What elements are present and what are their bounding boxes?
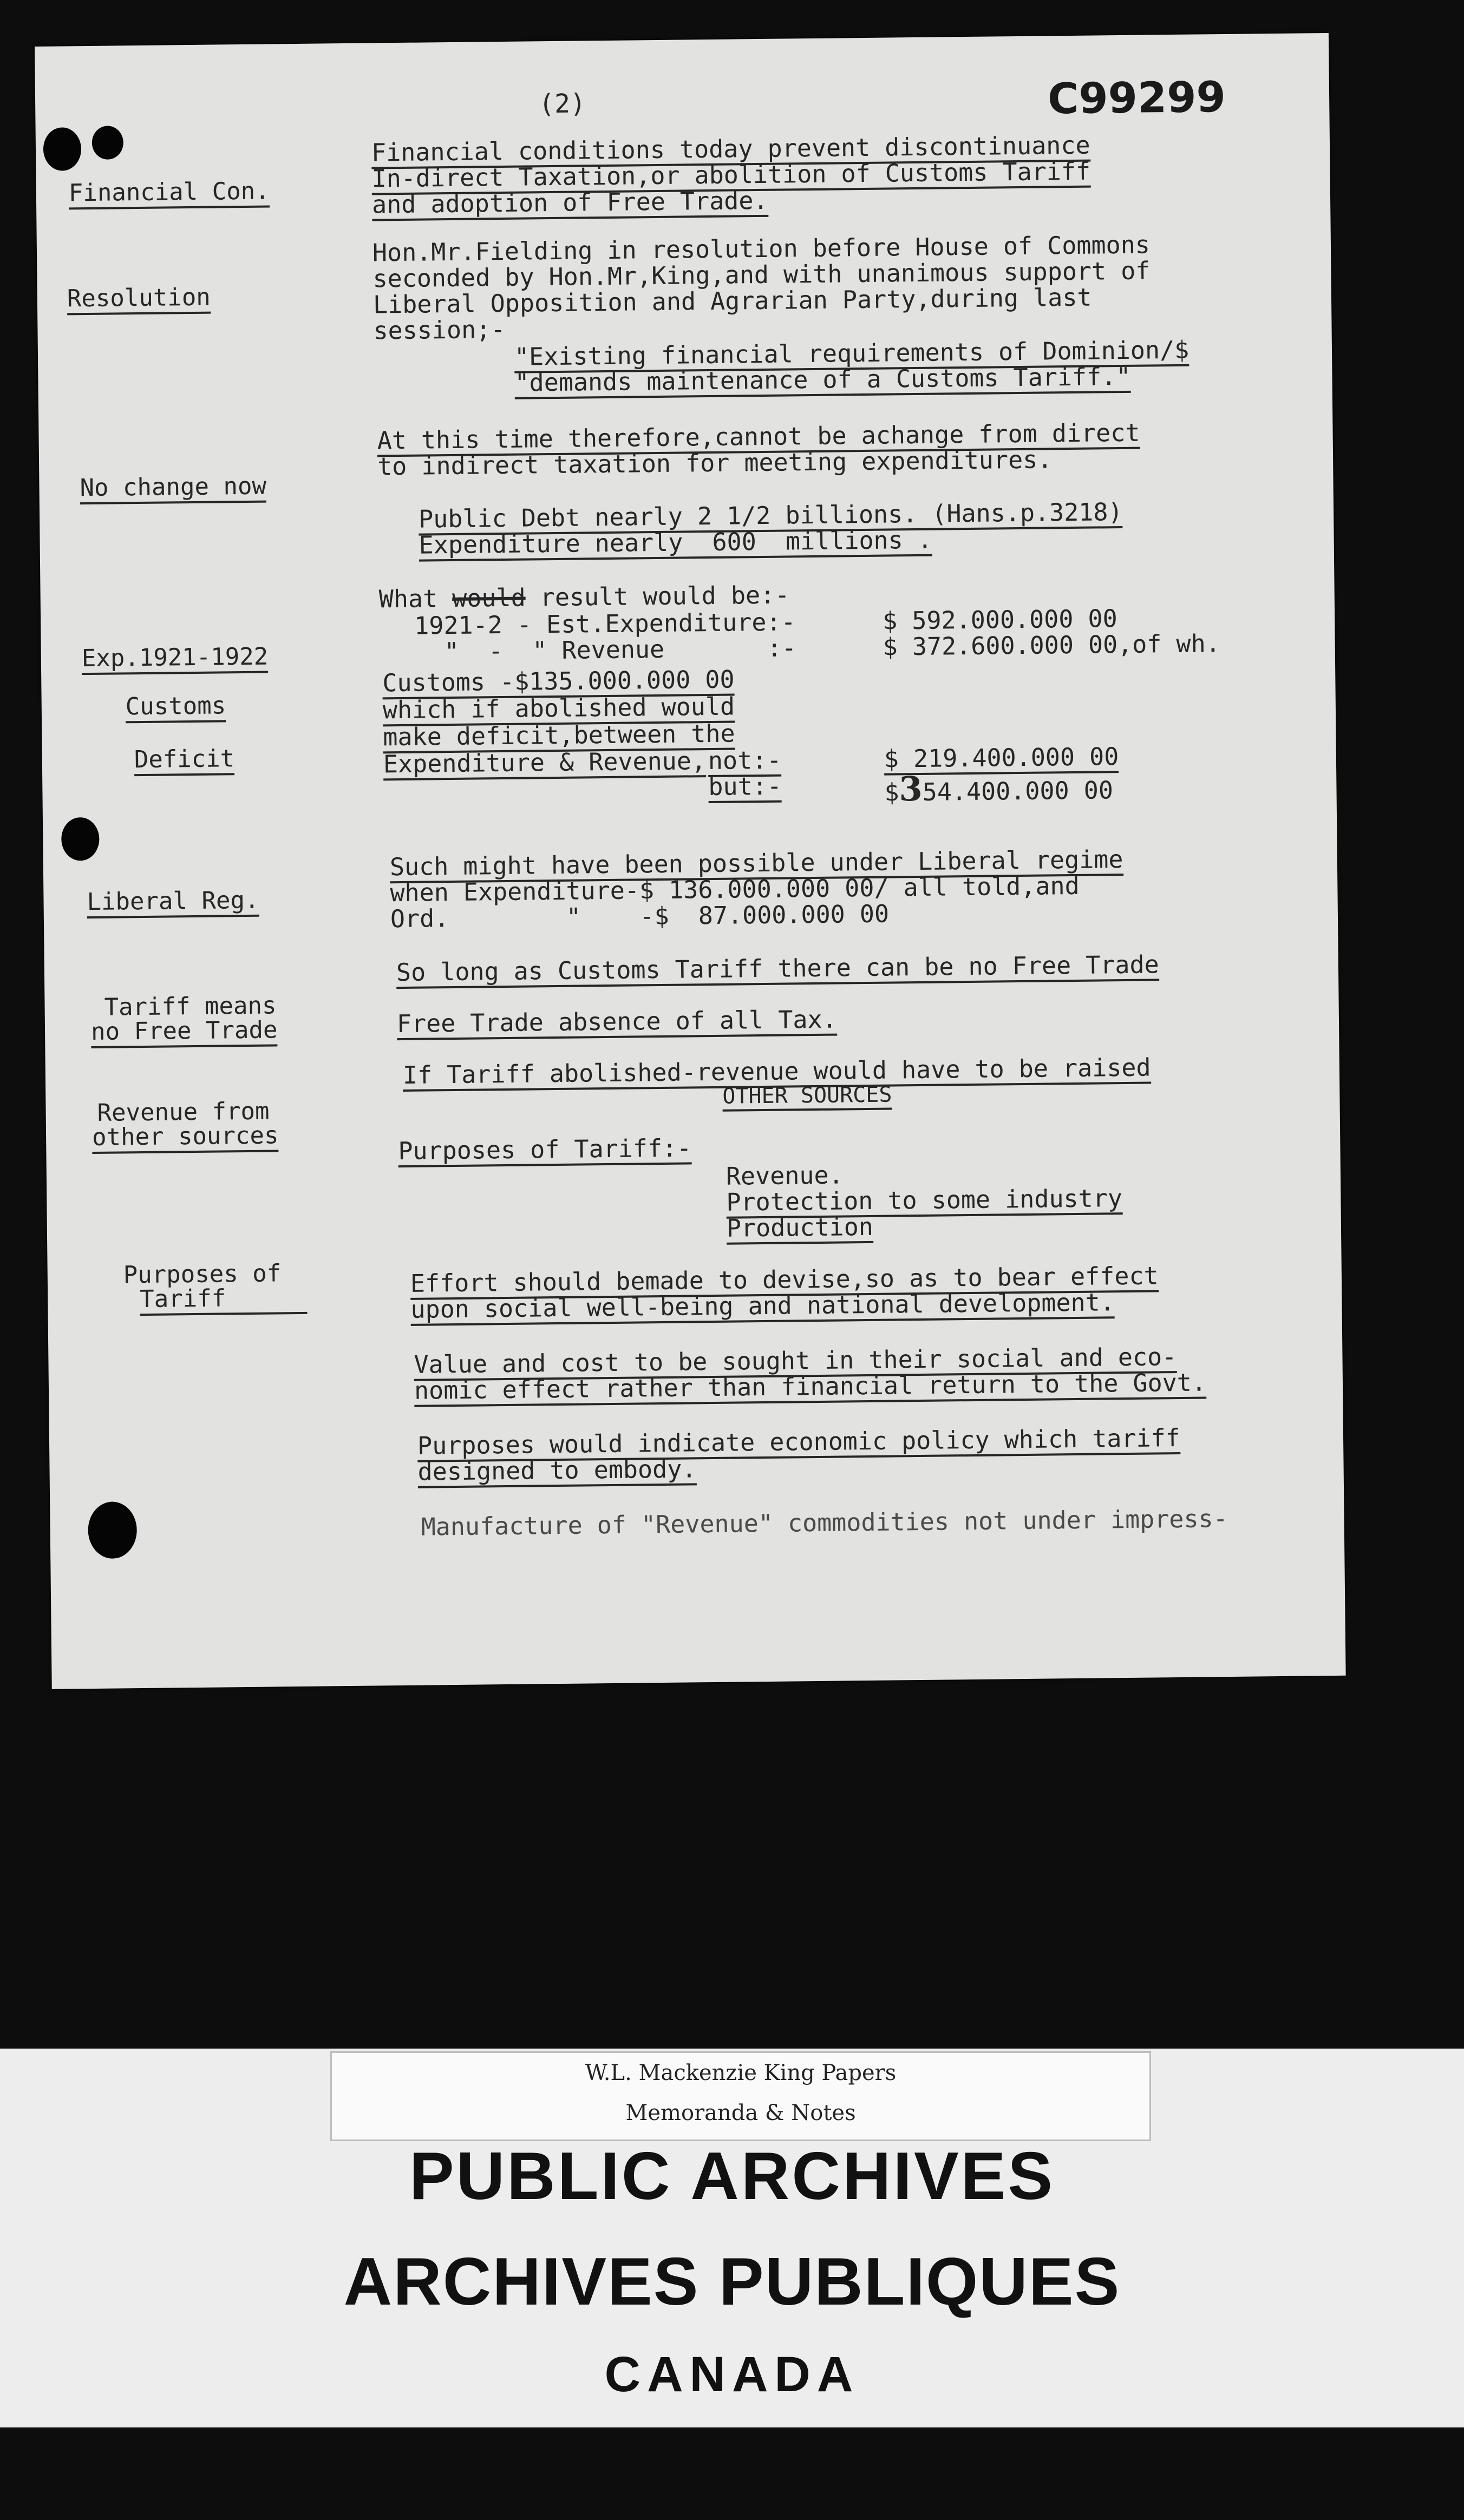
margin-note-other-sources: other sources — [92, 1124, 279, 1154]
text-line: Expenditure nearly 600 millions . — [419, 528, 932, 562]
text-line: 1921-2 - Est.Expenditure:- — [414, 607, 796, 640]
text-line: OTHER SOURCES — [722, 1084, 892, 1112]
text-line: Liberal Opposition and Agrarian Party,during last — [372, 283, 1092, 319]
text-line: session;- — [373, 314, 506, 345]
text-line: In-direct Taxation,or abolition of Customs Tariff — [371, 159, 1090, 195]
text-line: Customs -$135.000.000 00 — [382, 667, 735, 700]
series-name: Memoranda & Notes — [625, 2101, 856, 2125]
text-line: Expenditure & Revenue, — [383, 749, 707, 780]
text-line: Manufacture of "Revenue" commodities not under impress- — [421, 1504, 1228, 1541]
document-number: C99299 — [1047, 73, 1226, 124]
text-line: when Expenditure-$ 136.000.000 00/ all told,and — [390, 871, 1080, 908]
text-line: seconded by Hon.Mr,King,and with unanimous support of — [372, 256, 1151, 293]
amount: $ 372.600.000 00,of wh. — [883, 629, 1221, 661]
text-line: Protection to some industry — [726, 1186, 1122, 1219]
amount: $ 592.000.000 00 — [882, 604, 1117, 635]
margin-note-revenue-from: Revenue from — [97, 1097, 270, 1127]
text-line: designed to embody. — [417, 1456, 696, 1488]
text-line: Public Debt nearly 2 1/2 billions. (Hans.p.3218) — [419, 500, 1123, 536]
text-line: Production — [727, 1215, 873, 1245]
text-line: Financial conditions today prevent discontinuance — [371, 133, 1090, 169]
text-line: which if abolished would — [383, 694, 735, 727]
text-line: If Tariff abolished-revenue would have to be raised — [403, 1055, 1151, 1092]
archive-banner-country: CANADA — [604, 2347, 860, 2402]
text-line: and adoption of Free Trade. — [372, 188, 768, 221]
margin-note-financial: Financial Con. — [69, 179, 270, 209]
text-line: to indirect taxation for meeting expenditures. — [377, 445, 1053, 481]
margin-note-no-free-trade: no Free Trade — [91, 1018, 278, 1048]
margin-note-liberal: Liberal Reg. — [87, 889, 259, 918]
collection-name: W.L. Mackenzie King Papers — [585, 2060, 897, 2085]
margin-note-exp: Exp.1921-1922 — [82, 645, 269, 675]
punch-hole — [92, 126, 124, 160]
text-line: What would result would be:- — [378, 580, 790, 614]
text-line: Such might have been possible under Liberal regime — [390, 847, 1123, 883]
document-page — [35, 33, 1346, 1689]
margin-note-resolution: Resolution — [67, 286, 211, 316]
collection-label — [330, 2051, 1151, 2141]
margin-note-tariff: Tariff — [140, 1286, 307, 1316]
text-line: not:- — [708, 748, 782, 777]
punch-hole — [88, 1501, 137, 1559]
text-line: Revenue. — [726, 1160, 844, 1191]
text-line: Ord. " -$ 87.000.000 00 — [390, 899, 890, 934]
margin-note-customs: Customs — [126, 694, 226, 723]
text-line: Free Trade absence of all Tax. — [397, 1007, 837, 1041]
page-number: (2) — [538, 88, 586, 120]
margin-note-deficit: Deficit — [134, 747, 235, 776]
text-line: Value and cost to be sought in their social and eco- — [414, 1344, 1177, 1381]
text-line: nomic effect rather than financial return to the Govt. — [414, 1370, 1206, 1407]
archive-banner-fr: ARCHIVES PUBLIQUES — [343, 2245, 1121, 2319]
text-line: At this time therefore,cannot be achange from direct — [377, 421, 1140, 457]
amount: $ 219.400.000 00 — [884, 744, 1119, 776]
punch-hole — [61, 817, 100, 861]
text-line: Hon.Mr.Fielding in resolution before House of Commons — [372, 230, 1151, 267]
text-line: Purposes would indicate economic policy which tariff — [417, 1426, 1180, 1462]
margin-note-tariff-means: Tariff means — [104, 992, 277, 1021]
handwritten-digit: 3 — [899, 769, 923, 809]
archive-banner-en: PUBLIC ARCHIVES — [409, 2139, 1055, 2214]
margin-note-purposes: Purposes of — [123, 1259, 282, 1289]
amount: $354.400.000 00 — [884, 769, 1114, 809]
text-line: make deficit,between the — [383, 721, 735, 754]
text-line: upon social well-being and national development. — [410, 1290, 1115, 1326]
text-line: " - " Revenue :- — [444, 633, 797, 666]
text-line: but:- — [708, 774, 782, 803]
text-line: "demands maintenance of a Customs Tariff." — [514, 364, 1130, 399]
text-line: So long as Customs Tariff there can be no Free Trade — [396, 952, 1159, 989]
text-line: Purposes of Tariff:- — [398, 1136, 691, 1167]
margin-note-no-change: No change now — [80, 475, 266, 505]
punch-hole — [43, 127, 82, 171]
text-line: "Existing financial requirements of Dominion/$ — [514, 338, 1190, 373]
text-line: Effort should bemade to devise,so as to bear effect — [410, 1263, 1159, 1300]
